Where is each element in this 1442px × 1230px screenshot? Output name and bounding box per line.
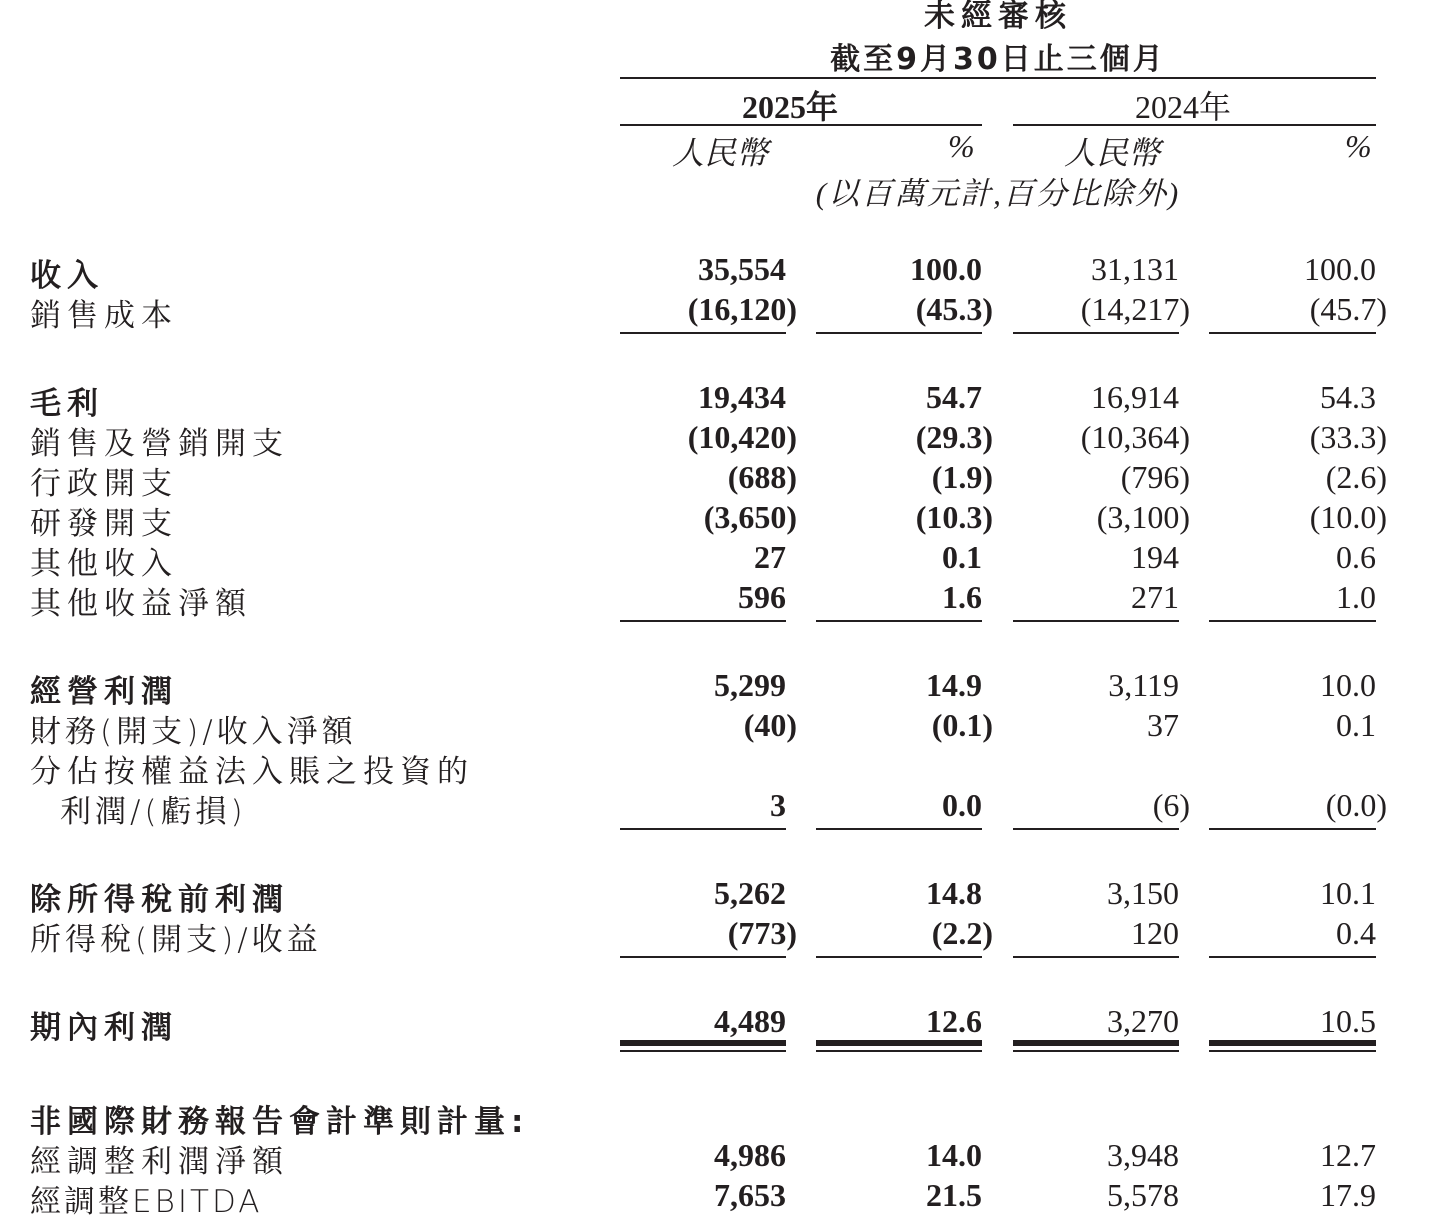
subtotal-rule <box>620 332 786 334</box>
subtotal-rule <box>816 332 982 334</box>
row-label-income-tax: 所得稅(開支)/收益 <box>30 922 322 958</box>
subtotal-rule <box>1209 332 1376 334</box>
adjusted-ebitda-2024: 5,578 <box>1107 1177 1179 1213</box>
total-double-rule <box>620 1040 786 1052</box>
subtotal-rule <box>1209 828 1376 830</box>
cost-of-sales-2025: (16,120) <box>687 291 797 327</box>
row-label-adjusted-net-profit: 經調整利潤淨額 <box>30 1144 289 1180</box>
audit-status-heading: 未經審核 <box>924 0 1072 34</box>
row-label-adjusted-ebitda: 經調整EBITDA <box>30 1184 263 1220</box>
revenue-pct-2024: 100.0 <box>1304 251 1376 287</box>
admin-expenses-2025: (688) <box>727 459 797 495</box>
subtotal-rule <box>816 956 982 958</box>
operating-profit-2024: 3,119 <box>1108 667 1179 703</box>
gross-profit-2025: 19,434 <box>698 379 786 415</box>
revenue-pct-2025: 100.0 <box>910 251 982 287</box>
adjusted-ebitda-pct-2025: 21.5 <box>926 1177 982 1213</box>
income-tax-2025: (773) <box>727 915 797 951</box>
year-2025-rule <box>620 124 982 126</box>
currency-label-2025: 人民幣 <box>672 135 769 171</box>
row-label-operating-profit: 經營利潤 <box>30 674 178 710</box>
cost-of-sales-2024: (14,217) <box>1080 291 1190 327</box>
income-tax-2024: 120 <box>1131 915 1179 951</box>
cost-of-sales-pct-2024: (45.7) <box>1309 291 1387 327</box>
profit-before-tax-2025: 5,262 <box>714 875 786 911</box>
cost-of-sales-pct-2025: (45.3) <box>915 291 993 327</box>
row-label-revenue: 收入 <box>30 258 104 294</box>
row-label-other-gains-net: 其他收益淨額 <box>30 586 252 622</box>
subtotal-rule <box>1209 956 1376 958</box>
other-income-2024: 194 <box>1131 539 1179 575</box>
other-income-pct-2024: 0.6 <box>1336 539 1376 575</box>
row-label-selling-marketing: 銷售及營銷開支 <box>30 426 289 462</box>
rnd-expenses-pct-2025: (10.3) <box>915 499 993 535</box>
adjusted-net-profit-2025: 4,986 <box>714 1137 786 1173</box>
total-double-rule <box>816 1040 982 1052</box>
adjusted-ebitda-pct-2024: 17.9 <box>1320 1177 1376 1213</box>
row-label-share-equity-investments-line2: 利潤/(虧損) <box>60 794 247 830</box>
rnd-expenses-2024: (3,100) <box>1096 499 1190 535</box>
profit-before-tax-2024: 3,150 <box>1107 875 1179 911</box>
finance-net-pct-2024: 0.1 <box>1336 707 1376 743</box>
selling-marketing-2024: (10,364) <box>1080 419 1190 455</box>
period-heading: 截至9月30日止三個月 <box>830 42 1166 77</box>
income-tax-pct-2025: (2.2) <box>931 915 993 951</box>
profit-for-period-pct-2025: 12.6 <box>926 1003 982 1039</box>
income-tax-pct-2024: 0.4 <box>1336 915 1376 951</box>
gross-profit-2024: 16,914 <box>1091 379 1179 415</box>
subtotal-rule <box>620 956 786 958</box>
adjusted-net-profit-pct-2024: 12.7 <box>1320 1137 1376 1173</box>
row-label-profit-for-period: 期內利潤 <box>30 1010 178 1046</box>
profit-for-period-2025: 4,489 <box>714 1003 786 1039</box>
profit-for-period-pct-2024: 10.5 <box>1320 1003 1376 1039</box>
revenue-2025: 35,554 <box>698 251 786 287</box>
other-gains-net-pct-2025: 1.6 <box>942 579 982 615</box>
finance-net-2025: (40) <box>743 707 797 743</box>
other-income-pct-2025: 0.1 <box>942 539 982 575</box>
subtotal-rule <box>620 620 786 622</box>
gross-profit-pct-2024: 54.3 <box>1320 379 1376 415</box>
operating-profit-2025: 5,299 <box>714 667 786 703</box>
revenue-2024: 31,131 <box>1091 251 1179 287</box>
selling-marketing-2025: (10,420) <box>687 419 797 455</box>
row-label-profit-before-tax: 除所得稅前利潤 <box>30 882 289 918</box>
rnd-expenses-2025: (3,650) <box>703 499 797 535</box>
gross-profit-pct-2025: 54.7 <box>926 379 982 415</box>
other-gains-net-pct-2024: 1.0 <box>1336 579 1376 615</box>
non-ifrs-heading: 非國際財務報告會計準則計量: <box>30 1104 530 1140</box>
profit-before-tax-pct-2024: 10.1 <box>1320 875 1376 911</box>
adjusted-net-profit-2024: 3,948 <box>1107 1137 1179 1173</box>
admin-expenses-2024: (796) <box>1120 459 1190 495</box>
admin-expenses-pct-2025: (1.9) <box>931 459 993 495</box>
row-label-rnd-expenses: 研發開支 <box>30 506 178 542</box>
selling-marketing-pct-2024: (33.3) <box>1309 419 1387 455</box>
row-label-other-income: 其他收入 <box>30 546 178 582</box>
total-double-rule <box>1209 1040 1376 1052</box>
header-rule <box>620 77 1376 79</box>
row-label-admin-expenses: 行政開支 <box>30 466 178 502</box>
profit-for-period-2024: 3,270 <box>1107 1003 1179 1039</box>
subtotal-rule <box>620 828 786 830</box>
adjusted-ebitda-2025: 7,653 <box>714 1177 786 1213</box>
share-equity-pct-2024: (0.0) <box>1325 787 1387 823</box>
other-gains-net-2024: 271 <box>1131 579 1179 615</box>
row-label-finance-net: 財務(開支)/收入淨額 <box>30 714 357 750</box>
admin-expenses-pct-2024: (2.6) <box>1325 459 1387 495</box>
year-2024-rule <box>1013 124 1376 126</box>
subtotal-rule <box>816 620 982 622</box>
finance-net-2024: 37 <box>1147 707 1179 743</box>
subtotal-rule <box>1013 332 1179 334</box>
total-double-rule <box>1013 1040 1179 1052</box>
share-equity-pct-2025: 0.0 <box>942 787 982 823</box>
year-2024-heading: 2024年 <box>1134 89 1231 125</box>
subtotal-rule <box>1013 620 1179 622</box>
unit-note: (以百萬元計,百分比除外) <box>815 176 1181 211</box>
subtotal-rule <box>1209 620 1376 622</box>
profit-before-tax-pct-2025: 14.8 <box>926 875 982 911</box>
adjusted-net-profit-pct-2025: 14.0 <box>926 1137 982 1173</box>
share-equity-2025: 3 <box>770 787 786 823</box>
subtotal-rule <box>816 828 982 830</box>
currency-label-2024: 人民幣 <box>1064 135 1161 171</box>
operating-profit-pct-2025: 14.9 <box>926 667 982 703</box>
finance-net-pct-2025: (0.1) <box>931 707 993 743</box>
row-label-gross-profit: 毛利 <box>30 386 104 422</box>
other-gains-net-2025: 596 <box>738 579 786 615</box>
year-2025-heading: 2025年 <box>741 89 838 125</box>
share-equity-2024: (6) <box>1152 787 1190 823</box>
other-income-2025: 27 <box>754 539 786 575</box>
subtotal-rule <box>1013 828 1179 830</box>
row-label-share-equity-investments: 分佔按權益法入賬之投資的 <box>30 754 474 790</box>
operating-profit-pct-2024: 10.0 <box>1320 667 1376 703</box>
selling-marketing-pct-2025: (29.3) <box>915 419 993 455</box>
row-label-cost-of-sales: 銷售成本 <box>30 298 178 334</box>
percent-label-2024: % <box>1345 128 1372 164</box>
subtotal-rule <box>1013 956 1179 958</box>
percent-label-2025: % <box>948 128 975 164</box>
rnd-expenses-pct-2024: (10.0) <box>1309 499 1387 535</box>
